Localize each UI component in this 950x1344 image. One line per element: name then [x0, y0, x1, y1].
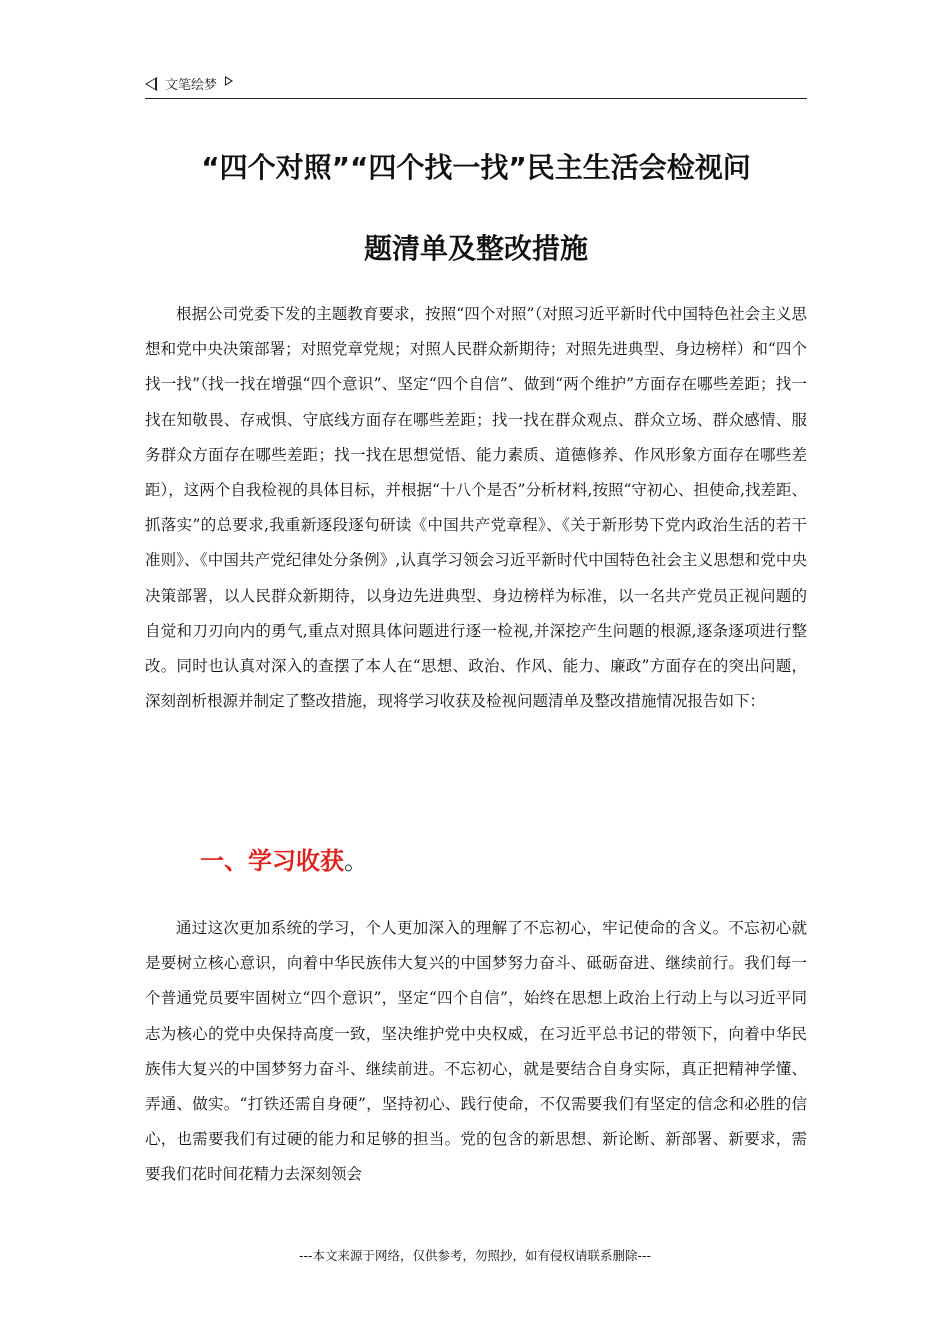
document-title	[145, 146, 807, 271]
study-gains-paragraph: 通过这次更加系统的学习，个人更加深入的理解了不忘初心，牢记使命的含义。不忘初心就是要树立核心意识，向着中华民族伟大复兴的中国梦努力奋斗、砥砺奋进、继续前行。我们每一个普通党员要牢固树立“四个意识”，坚定“四个自信”，始终在思想上政治上行动上与以习近平同志为核心的党中央保持高度一致，坚决维护党中央权威，在习近平总书记的带领下，向着中华民族伟大复兴的中国梦努力奋斗、继续前进。不忘初心，就是要结合自身实际，真正把精神学懂、弄通、做实。“打铁还需自身硬”，坚持初心、践行使命，不仅需要我们有坚定的信念和必胜的信心，也需要我们有过硬的能力和足够的担当。党的包含的新思想、新论断、新部署、新要求，需要我们花时间花精力去深刻领会	[145, 919, 807, 1184]
section-heading-text: 一、学习收获	[200, 847, 344, 875]
intro-paragraph: 根据公司党委下发的主题教育要求，按照“四个对照”（对照习近平新时代中国特色社会主义思想和党中央决策部署；对照党章党规；对照人民群众新期待；对照先进典型、身边榜样）和“四个找一找”（找一找在增强“四个意识”、坚定“四个自信”、做到“两个维护”方面存在哪些差距；找一找在知敬畏、存戒惧、守底线方面存在哪些差距；找一找在群众观点、群众立场、群众感情、服务群众方面存在哪些差距；找一找在思想觉悟、能力素质、道德修养、作风形象方面存在哪些差距），这两个自我检视的具体目标，并根据“十八个是否”分析材料,按照“守初心、担使命,找差距、抓落实”的总要求,我重新逐段逐句研读《中国共产党章程》、《关于新形势下党内政治生活的若干准则》、《中国共产党纪律处分条例》,认真学习领会习近平新时代中国特色社会主义思想和党中央决策部署，以人民群众新期待，以身边先进典型、身边榜样为标准，以一名共产党员正视问题的自觉和刀刃向内的勇气,重点对照具体问题进行逐一检视,并深挖产生问题的根源,逐条逐项进行整改。同时也认真对深入的查摆了本人在“思想、政治、作风、能力、廉政”方面存在的突出问题，深刻剖析根源并制定了整改措施，现将学习收获及检视问题清单及整改措施情况报告如下：	[145, 305, 807, 711]
triangle-left-icon	[145, 77, 157, 91]
title-line-1: “四个对照”“四个找一找”民主生活会检视问	[201, 151, 751, 184]
section-heading-study-gains	[200, 843, 368, 879]
section-heading-punct: 。	[344, 847, 368, 875]
page-header	[145, 74, 807, 99]
brand-text: 文笔绘梦	[165, 78, 218, 93]
footer-disclaimer: ---本文来源于网络，仅供参考，勿照抄，如有侵权请联系删除---	[298, 1248, 652, 1263]
title-line-2: 题清单及整改措施	[363, 232, 588, 265]
triangle-right-icon	[225, 76, 233, 86]
header-brand	[145, 74, 233, 93]
